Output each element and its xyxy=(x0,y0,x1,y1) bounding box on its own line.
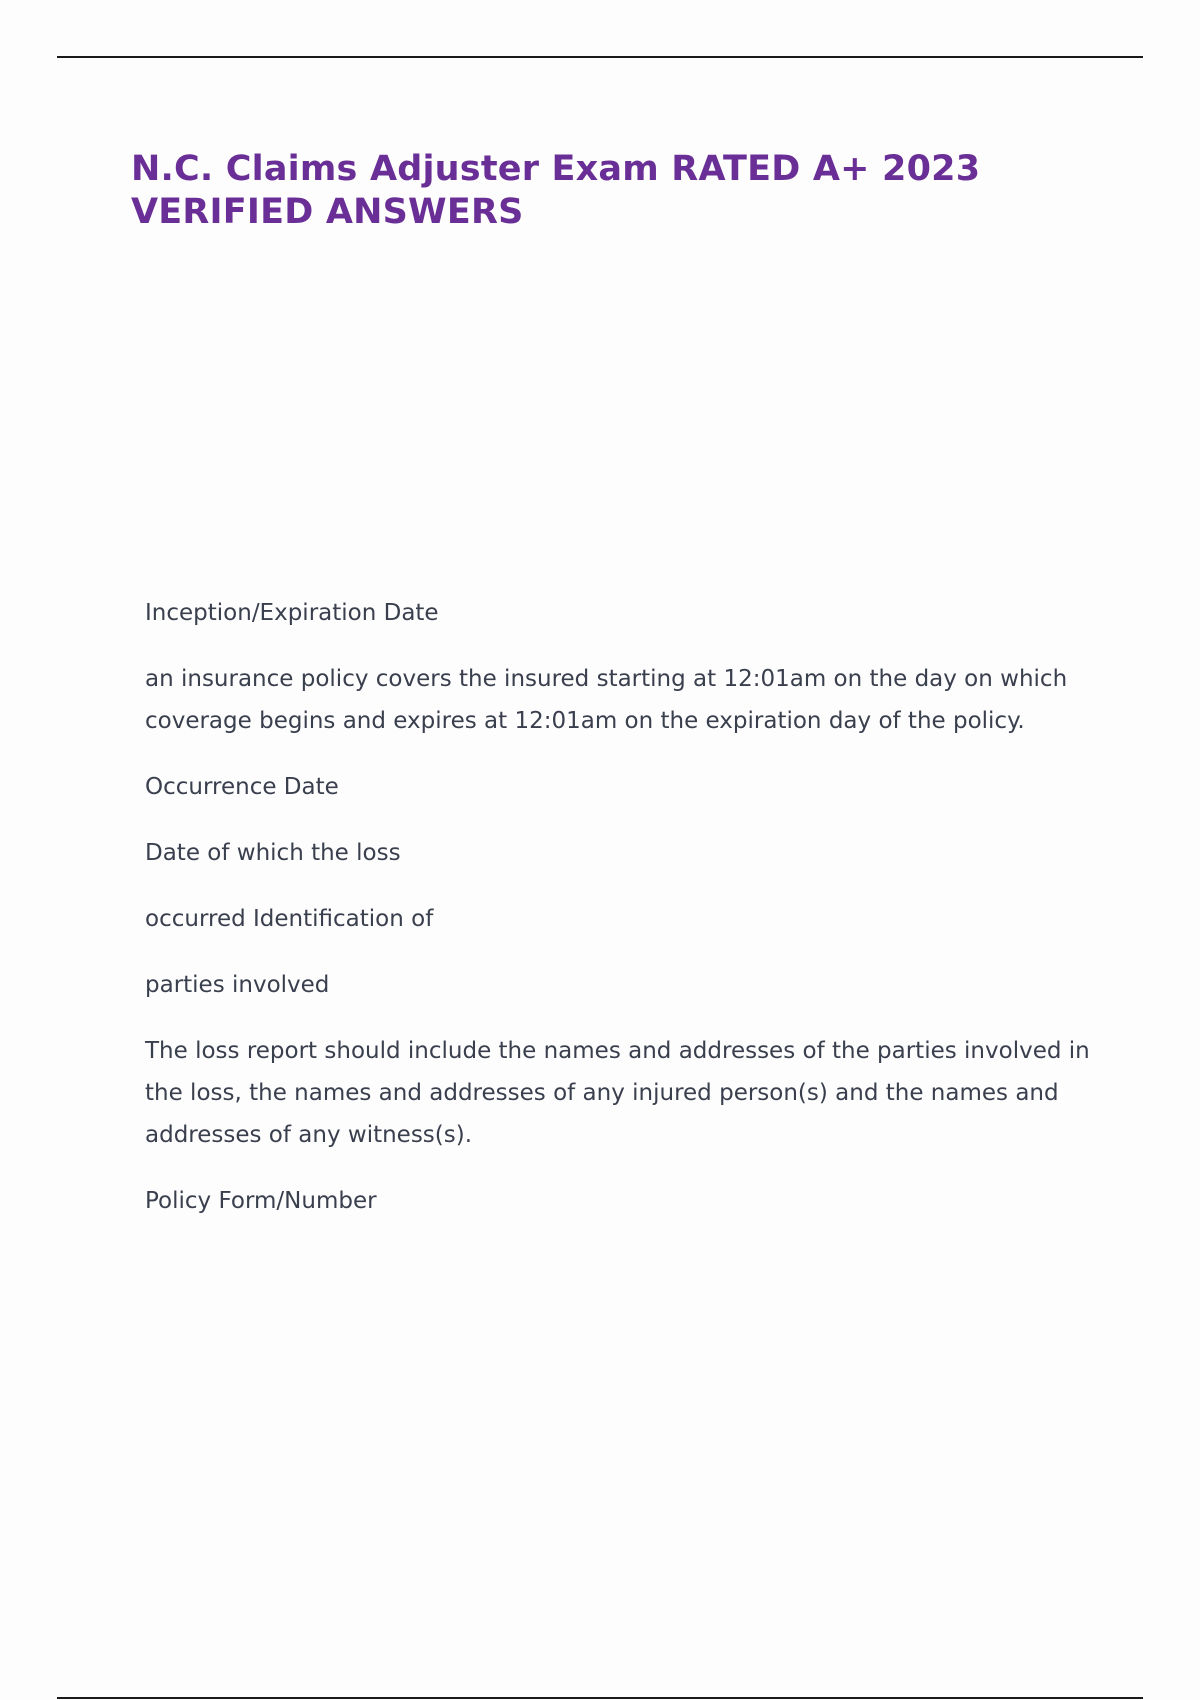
top-rule xyxy=(57,56,1143,58)
bottom-rule xyxy=(57,1697,1143,1699)
definition-parties-involved: The loss report should include the names and addresses of the parties involved in the loss, the names and addresses of any injured person(s) and the names and addresses of any witness(s). xyxy=(145,1038,1090,1148)
document-body xyxy=(145,592,1105,1246)
term-inception-expiration: Inception/Expiration Date xyxy=(145,600,439,626)
definition-inception-expiration: an insurance policy covers the insured starting at 12:01am on the day on which coverage begins and expires at 12:01am on the expiration day of the policy. xyxy=(145,666,1068,734)
title-line-2: VERIFIED ANSWERS xyxy=(131,192,524,232)
document-title xyxy=(131,148,1091,234)
term-identification-line: occurred Identification of xyxy=(145,906,434,932)
title-line-1: N.C. Claims Adjuster Exam RATED A+ 2023 xyxy=(131,149,981,189)
term-policy-form-number: Policy Form/Number xyxy=(145,1188,377,1214)
term-parties-involved: parties involved xyxy=(145,972,330,998)
definition-occurrence-date: Date of which the loss xyxy=(145,840,401,866)
term-occurrence-date: Occurrence Date xyxy=(145,774,339,800)
